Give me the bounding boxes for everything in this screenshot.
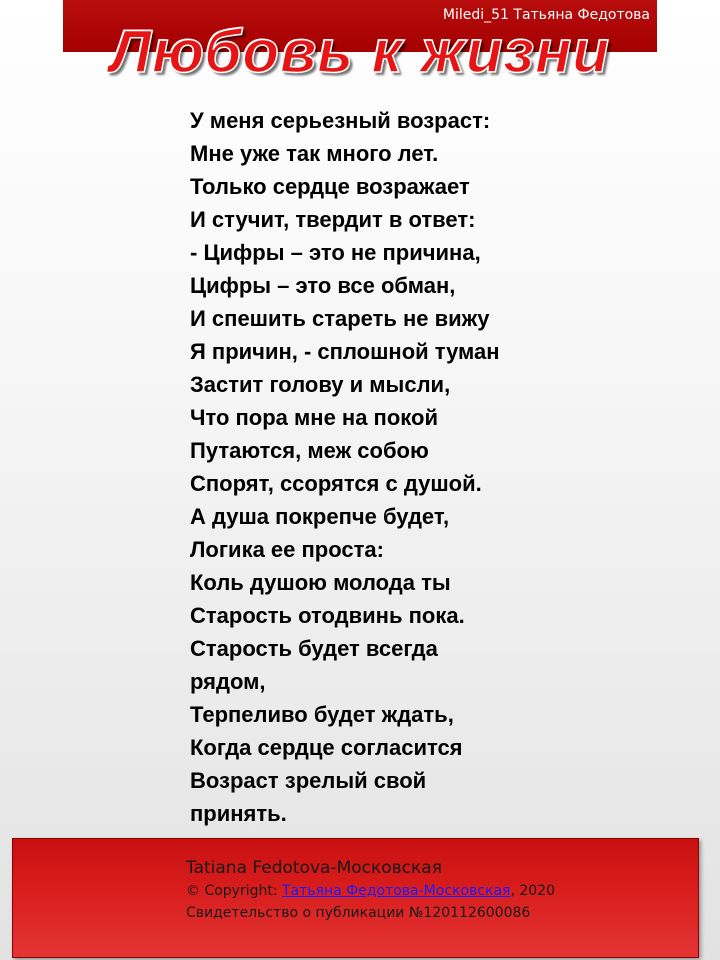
poem-line: Мне уже так много лет. [190, 141, 439, 166]
poem-line: Застит голову и мысли, [190, 372, 451, 397]
poem-line: И стучит, твердит в ответ: [190, 207, 476, 232]
poem-body [190, 104, 610, 830]
footer-text [186, 856, 555, 924]
poem-line: Коль душою молода ты [190, 570, 451, 595]
poem-line: И спешить стареть не вижу [190, 306, 490, 331]
poem-line: принять. [190, 801, 287, 826]
footer-panel [12, 838, 699, 958]
poem-line: Цифры – это все обман, [190, 273, 456, 298]
poem-line: Только сердце возражает [190, 174, 470, 199]
copyright-line [186, 880, 555, 902]
page-title: Любовь к жизни [109, 18, 611, 85]
poem-line: У меня серьезный возраст: [190, 108, 491, 133]
poem-line: Спорят, ссорятся с душой. [190, 471, 482, 496]
poem-line: - Цифры – это не причина, [190, 240, 481, 265]
poem-line: Старость будет всегда [190, 636, 438, 661]
author-tag: Miledi_51 Татьяна Федотова [442, 7, 650, 23]
poem-line: А душа покрепче будет, [190, 504, 450, 529]
poem-line: Путаются, меж собою [190, 438, 429, 463]
poem-line: Когда сердце согласится [190, 735, 463, 760]
publication-certificate: Свидетельство о публикации №120112600086 [186, 905, 531, 921]
poem-line: Что пора мне на покой [190, 405, 438, 430]
poem-line: Старость отодвинь пока. [190, 603, 465, 628]
author-link[interactable]: Татьяна Федотова-Московская [282, 883, 511, 899]
poem-line: Я причин, - сплошной туман [190, 339, 500, 364]
copyright-year: , 2020 [510, 883, 555, 899]
poem-line: рядом, [190, 669, 266, 694]
footer-author: Tatiana Fedotova-Московская [186, 858, 442, 878]
copyright-prefix: © Copyright: [186, 883, 283, 899]
poem-line: Логика ее проста: [190, 537, 384, 562]
poem-line: Возраст зрелый свой [190, 768, 427, 793]
poem-line: Терпеливо будет ждать, [190, 702, 454, 727]
